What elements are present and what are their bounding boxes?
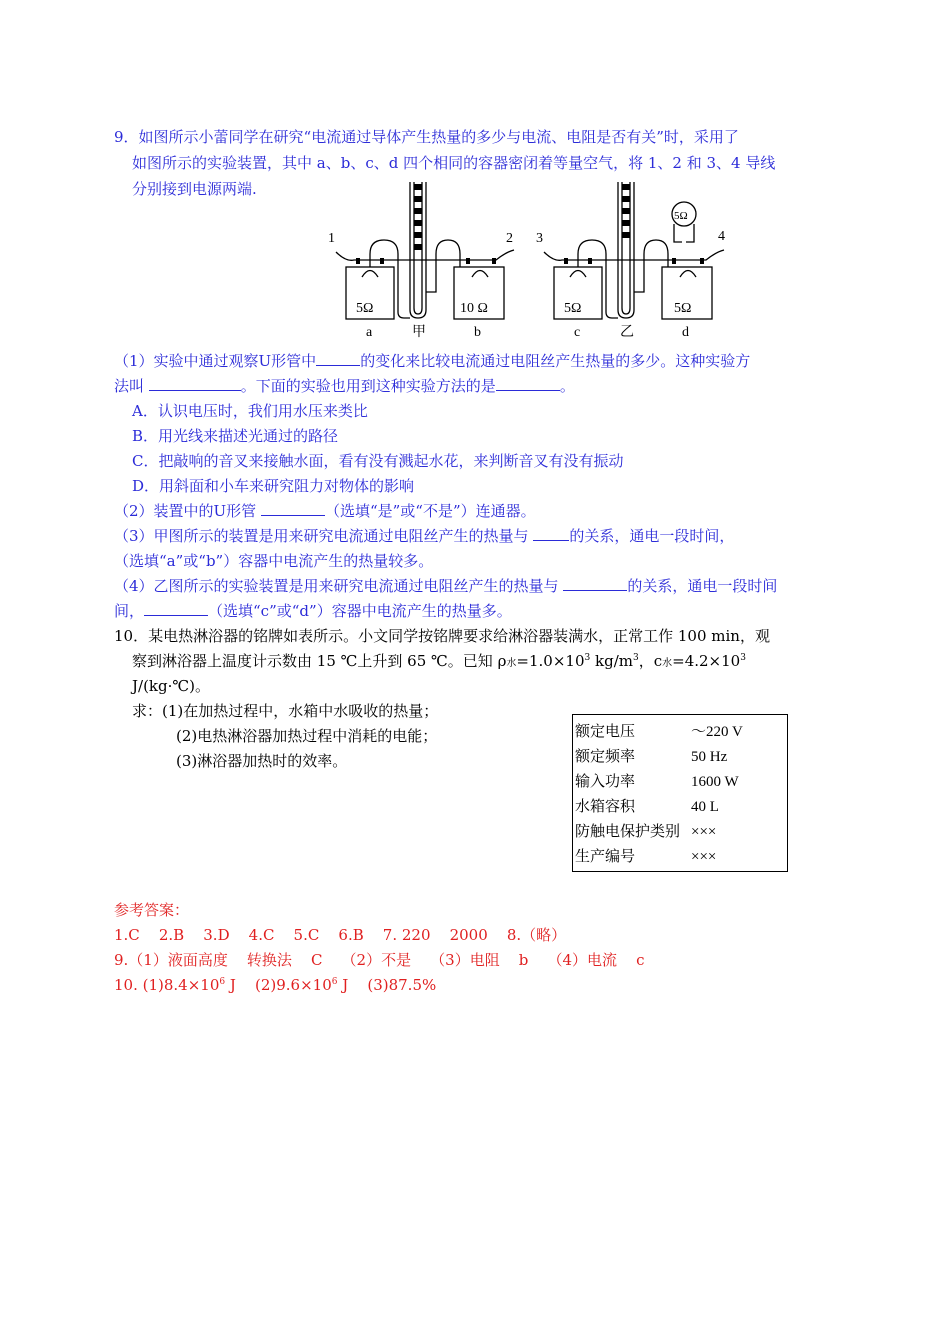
q9-line-1: 9．如图所示小蕾同学在研究“电流通过导体产生热量的多少与电流、电阻是否有关”时，采用了 <box>114 128 739 146</box>
option-c: C．把敲响的音叉来接触水面，看有没有溅起水花，来判断音叉有没有振动 <box>132 452 624 470</box>
q9-part1-text-b: 的变化来比较电流通过电阻丝产生热量的多少。这种实验方 <box>360 352 751 370</box>
resistor-d-label: 5Ω <box>674 301 692 316</box>
answer-text: 10. (1)8.4×10 <box>114 976 220 994</box>
q10-sub-water-1: 水 <box>506 658 517 669</box>
figure-yi-label: 乙 <box>620 325 634 340</box>
wire-label-1: 1 <box>328 231 335 246</box>
spec-key: 生产编号 <box>575 849 636 865</box>
option-a: A．认识电压时，我们用水压来类比 <box>132 402 368 420</box>
q9-part4-text-c: 间， <box>114 602 145 620</box>
wire-label-3: 3 <box>536 231 543 246</box>
q10-text-e: kg/m <box>590 652 633 670</box>
spec-value: 40 L <box>691 799 719 815</box>
resistor-c-label: 5Ω <box>564 301 582 316</box>
q10-ask-3: (3)淋浴器加热时的效率。 <box>176 752 348 770</box>
q9-part4-text-a: （4）乙图所示的实验装置是用来研究电流通过电阻丝产生的热量与 <box>114 577 559 595</box>
spec-row <box>575 820 716 841</box>
q9-part3-line-2: （选填“a”或“b”）容器中电流产生的热量较多。 <box>114 552 434 570</box>
answer-blank[interactable] <box>533 526 569 541</box>
answer-blank[interactable] <box>149 376 241 391</box>
q10-sub-water-2: 水 <box>662 658 673 669</box>
spec-row <box>575 720 743 741</box>
q10-text-g: ，c <box>638 652 663 670</box>
container-a-label: a <box>366 325 373 340</box>
q10-text-i: =4.2×10 <box>672 652 741 670</box>
answers-row-3 <box>114 975 436 995</box>
q9-part1-text-a: （1）实验中通过观察U形管中 <box>114 352 317 370</box>
spec-key: 额定频率 <box>575 749 636 765</box>
answer-blank[interactable] <box>563 576 627 591</box>
q9-part4-text-b: 的关系，通电一段时间 <box>627 577 778 595</box>
q9-part2-text-b: （选填“是”或“不是”）连通器。 <box>324 502 536 520</box>
q10-ask-1: 求：(1)在加热过程中，水箱中水吸收的热量； <box>132 702 439 720</box>
resistor-a-label: 5Ω <box>356 301 374 316</box>
q9-part3-text-b: 的关系，通电一段时间， <box>569 527 735 545</box>
spec-key: 输入功率 <box>575 774 636 790</box>
spec-row <box>575 745 727 766</box>
q10-line-3: J/(kg·℃)。 <box>132 677 211 695</box>
q10-text-a: 察到淋浴器上温度计示数由 15 ℃上升到 65 ℃。已知 ρ <box>132 652 507 670</box>
container-c-label: c <box>574 325 581 340</box>
q9-part4-line-1 <box>114 576 777 596</box>
answer-text: J (2)9.6×10 <box>225 976 332 994</box>
q9-part1-text-e: 。 <box>559 377 575 395</box>
answer-sup: 6 <box>331 977 338 987</box>
q9-part3-text-a: （3）甲图所示的装置是用来研究电流通过电阻丝产生的热量与 <box>114 527 529 545</box>
q9-line-3: 分别接到电源两端. <box>132 180 257 198</box>
spec-row <box>575 845 716 866</box>
answers-row-2: 9.（1）液面高度 转换法 C （2）不是 （3）电阻 b （4）电流 c <box>114 951 645 969</box>
answers-row-1: 1.C 2.B 3.D 4.C 5.C 6.B 7. 220 2000 8.（略） <box>114 926 567 944</box>
q10-ask-2: (2)电热淋浴器加热过程中消耗的电能； <box>176 727 438 745</box>
resistor-b-label: 10 Ω <box>460 301 488 316</box>
answer-blank[interactable] <box>261 501 325 516</box>
option-d: D．用斜面和小车来研究阻力对物体的影响 <box>132 477 415 495</box>
spec-value: ××× <box>691 824 717 840</box>
answer-blank[interactable] <box>144 601 208 616</box>
spec-value: 1600 W <box>691 774 739 790</box>
q9-part1-text-d: 。下面的实验也用到这种实验方法的是 <box>240 377 496 395</box>
q10-text-c: =1.0×10 <box>516 652 585 670</box>
container-b-label: b <box>474 325 481 340</box>
q9-part2-text-a: （2）装置中的U形管 <box>114 502 257 520</box>
spec-value: 50 Hz <box>691 749 728 765</box>
spec-value: ～220 V <box>691 724 743 740</box>
option-b: B．用光线来描述光通过的路径 <box>132 427 339 445</box>
q10-line-2 <box>132 651 746 674</box>
wire-label-4: 4 <box>718 229 725 244</box>
q9-part1-line-2 <box>114 376 575 396</box>
experiment-figure <box>326 172 746 342</box>
q10-line-1: 10．某电热淋浴器的铭牌如表所示。小文同学按铭牌要求给淋浴器装满水，正常工作 100 min，观 <box>114 627 770 645</box>
spec-key: 水箱容积 <box>575 799 636 815</box>
q10-sup-3: 3 <box>740 653 746 663</box>
spec-row <box>575 795 719 816</box>
q9-part1-text-c: 法叫 <box>114 377 145 395</box>
spec-value: ××× <box>691 849 717 865</box>
answer-blank[interactable] <box>496 376 560 391</box>
q9-part4-line-2 <box>114 601 512 621</box>
spec-row <box>575 770 739 791</box>
nameplate-table <box>572 714 788 872</box>
answers-title: 参考答案： <box>114 901 190 919</box>
figure-jia-label: 甲 <box>412 325 426 340</box>
q9-part3-line-1 <box>114 526 734 546</box>
container-d-label: d <box>682 325 689 340</box>
q9-line-2: 如图所示的实验装置，其中 a、b、c、d 四个相同的容器密闭着等量空气，将 1、2 和 3、4 导线 <box>132 154 776 172</box>
answer-sup: 6 <box>219 977 226 987</box>
wire-label-2: 2 <box>506 231 513 246</box>
q9-part2-line <box>114 501 536 521</box>
q10-sup-1: 3 <box>584 653 591 663</box>
answer-text: J (3)87.5% <box>337 976 437 994</box>
q9-part1-line-1 <box>114 351 750 371</box>
spec-key: 额定电压 <box>575 724 636 740</box>
spec-key: 防触电保护类别 <box>575 824 681 840</box>
q9-part4-text-d: （选填“c”或“d”）容器中电流产生的热量多。 <box>208 602 512 620</box>
resistor-ext-label: 5Ω <box>674 210 688 222</box>
q10-sup-2: 3 <box>632 653 639 663</box>
answer-blank[interactable] <box>316 351 360 366</box>
